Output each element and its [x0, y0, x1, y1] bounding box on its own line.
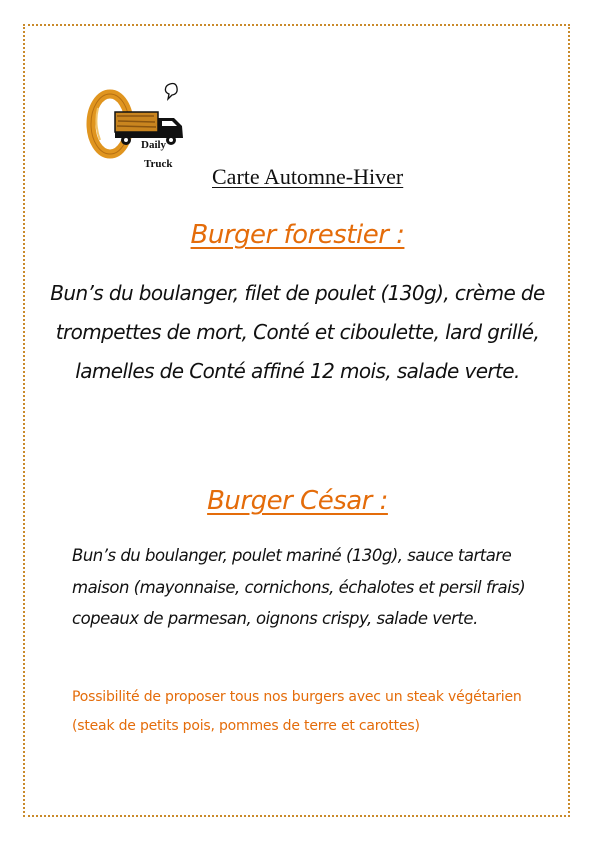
food-truck-logo-icon: [82, 78, 197, 178]
logo-truck-text: Truck: [144, 158, 173, 170]
season-title: Carte Automne-Hiver: [212, 164, 404, 189]
vegetarian-note: Possibilité de proposer tous nos burgers avec un steak végétarien (steak de petits pois, pommes de terre et carottes): [72, 689, 522, 734]
burger-forestier-title: Burger forestier :: [190, 220, 405, 250]
burger-cesar-title: Burger César :: [207, 486, 388, 516]
burger-cesar-description: Bun’s du boulanger, poulet mariné (130g), sauce tartare maison (mayonnaise, cornichons, échalotes et persil frais) copeaux de parmesan, oignons crispy, salade verte.: [72, 546, 526, 628]
burger-forestier-description: Bun’s du boulanger, filet de poulet (130g), crème de trompettes de mort, Conté et ciboulette, lard grillé, lamelles de Conté affiné 12 mois, salade verte.: [50, 281, 545, 383]
daily-truck-logo: [82, 78, 197, 178]
logo-daily-text: Daily: [141, 139, 167, 151]
